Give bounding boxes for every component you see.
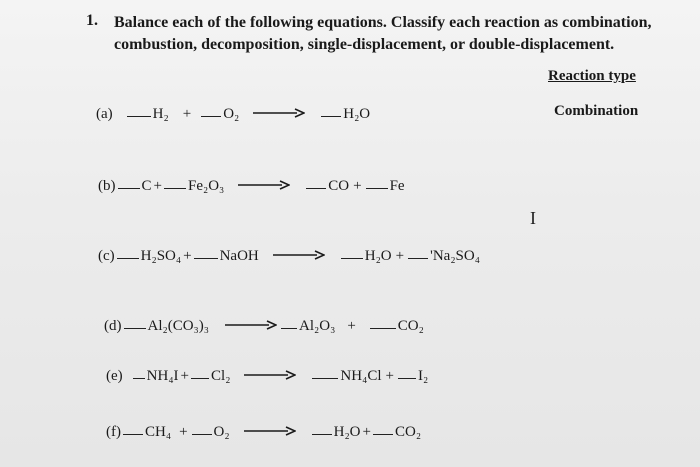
- stray-mark: ': [430, 248, 433, 264]
- coefficient-blank[interactable]: [117, 257, 139, 259]
- coefficient-blank[interactable]: [201, 115, 221, 117]
- reactant-2: O₂: [213, 424, 230, 440]
- equation-a: [96, 106, 370, 123]
- reactant-1: Al₂(CO₃)₃: [147, 318, 210, 334]
- equation-label: (b): [98, 178, 116, 194]
- equation-label: (c): [98, 248, 115, 264]
- coefficient-blank[interactable]: [123, 433, 143, 435]
- product-2: Na₂SO₄: [432, 248, 480, 264]
- coefficient-blank[interactable]: [321, 115, 341, 117]
- reactant-1: C: [141, 178, 152, 194]
- coefficient-blank[interactable]: [366, 187, 388, 189]
- reactant-1: NH₄I: [146, 368, 179, 384]
- equation-c: [98, 248, 480, 265]
- question-text: [114, 12, 651, 56]
- coefficient-blank[interactable]: [312, 377, 338, 379]
- reactant-2: Cl₂: [211, 368, 231, 384]
- equation-e: [106, 368, 428, 385]
- text-cursor-icon: I: [530, 208, 536, 228]
- equation-label: (e): [106, 368, 123, 384]
- coefficient-blank[interactable]: [124, 327, 146, 329]
- coefficient-blank[interactable]: [118, 187, 140, 189]
- reaction-arrow: [225, 320, 277, 330]
- product-2: Fe: [389, 178, 405, 194]
- coefficient-blank[interactable]: [164, 187, 186, 189]
- plus-sign: +: [395, 248, 405, 264]
- coefficient-blank[interactable]: [312, 433, 332, 435]
- question-text-line-2: combustion, decomposition, single-displacement, or double-displacement.: [114, 36, 615, 53]
- coefficient-blank[interactable]: [370, 327, 396, 329]
- coefficient-blank[interactable]: [306, 187, 326, 189]
- product-2: CO₂: [394, 424, 422, 440]
- product-2: I₂: [417, 368, 429, 384]
- coefficient-blank[interactable]: [127, 115, 151, 117]
- plus-sign: +: [385, 368, 394, 384]
- coefficient-blank[interactable]: [373, 433, 393, 435]
- question-text-line-1: Balance each of the following equations. Classify each reaction as combination,: [114, 14, 652, 31]
- plus-sign: +: [180, 368, 190, 384]
- plus-sign: +: [362, 424, 371, 440]
- plus-sign: +: [353, 178, 362, 194]
- reactant-2: Fe₂O₃: [187, 178, 225, 194]
- equation-label: (a): [96, 106, 113, 122]
- equation-f: [106, 424, 421, 441]
- reaction-type-answer-a: Combination: [554, 103, 639, 119]
- product-1: H₂O: [343, 106, 371, 122]
- reactant-1: H₂: [152, 106, 169, 122]
- equation-label: (f): [106, 424, 121, 440]
- reactant-1: CH₄: [145, 424, 172, 440]
- product-1: NH₄Cl: [340, 368, 382, 384]
- plus-sign: +: [179, 424, 188, 440]
- coefficient-blank[interactable]: [408, 257, 428, 259]
- coefficient-blank[interactable]: [398, 377, 416, 379]
- coefficient-blank[interactable]: [191, 377, 209, 379]
- reaction-arrow: [238, 180, 290, 190]
- reactant-1: H₂SO₄: [140, 248, 182, 264]
- coefficient-blank[interactable]: [133, 377, 145, 379]
- question-number: 1.: [86, 12, 98, 29]
- product-1: CO: [328, 178, 350, 194]
- coefficient-blank[interactable]: [341, 257, 363, 259]
- product-2: CO₂: [397, 318, 424, 334]
- plus-sign: +: [347, 318, 356, 334]
- reaction-arrow: [253, 108, 305, 118]
- plus-sign: +: [183, 248, 192, 264]
- coefficient-blank[interactable]: [192, 433, 212, 435]
- reactant-2: NaOH: [219, 248, 259, 264]
- product-1: Al₂O₃: [299, 318, 336, 334]
- plus-sign: +: [153, 178, 162, 194]
- reaction-arrow: [273, 250, 325, 260]
- equation-d: [104, 318, 424, 335]
- coefficient-blank[interactable]: [281, 327, 297, 329]
- product-1: H₂O: [364, 248, 392, 264]
- product-1: H₂O: [333, 424, 361, 440]
- reactant-2: O₂: [223, 106, 240, 122]
- reaction-arrow: [244, 426, 296, 436]
- equation-label: (d): [104, 318, 122, 334]
- reaction-type-header: Reaction type: [548, 68, 636, 84]
- plus-sign: +: [182, 106, 192, 122]
- coefficient-blank[interactable]: [194, 257, 218, 259]
- reaction-arrow: [244, 370, 296, 380]
- equation-b: [98, 178, 405, 195]
